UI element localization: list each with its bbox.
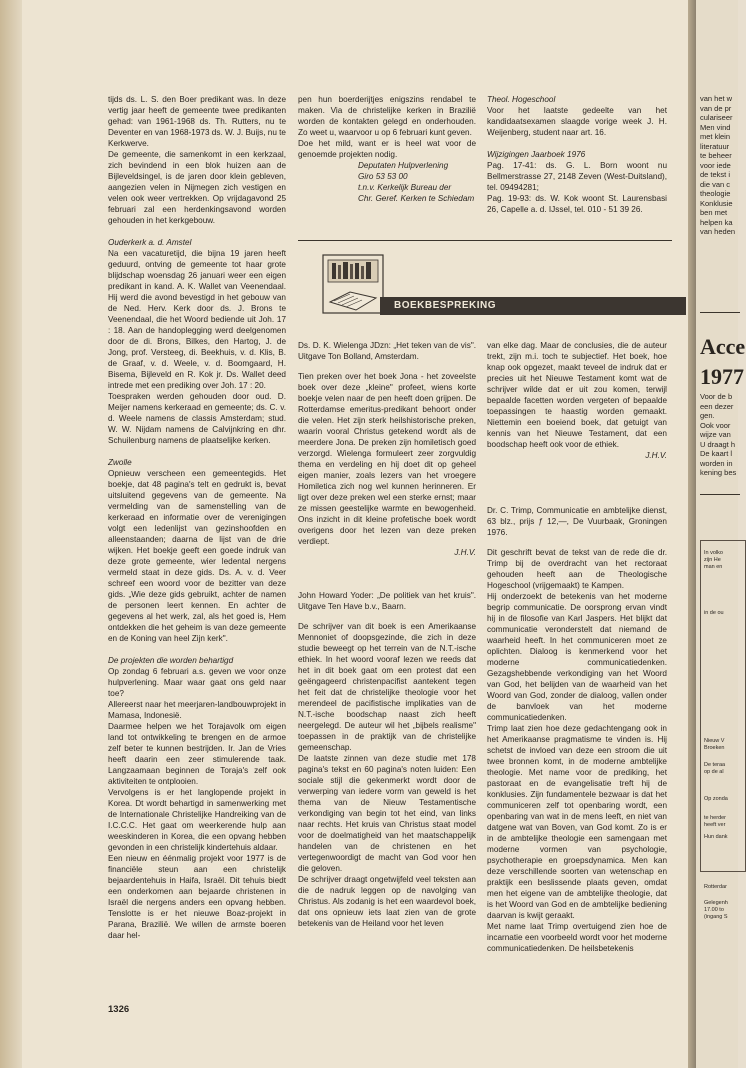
next-page-line: culariseer — [700, 113, 733, 122]
next-page-box-line: in de ou — [704, 610, 724, 616]
next-page-title-line: Acce — [700, 334, 746, 359]
next-page-line: literatuur — [700, 141, 730, 151]
next-page-box-line: Op zonda — [704, 796, 728, 802]
review-yoder-head: John Howard Yoder: „De politiek van het kruis". Uitgave Ten Have b.v., Baarn. — [298, 591, 476, 611]
review-yoder-paragraph-1: De schrijver van dit boek is een Amerikaanse Mennoniet of doopsgezinde, die zich in deze studie beweegt op het terrein van de N.T.-ische ethiek. In het woord vooraf lezen we reeds dat het in dit boek gaat om een protest dat een geëngageerd christenpacifist aantekent tegen het feit dat de christelijke theologie voor het merendeel de pacifistische implikaties van de N.T.-ische boodschap naast zich heeft neergelegd. De auteur wil het „bijbels realisme" toepassen in de praktijk van de christelijke gemeenschap. — [298, 622, 476, 752]
next-page-line: van heden — [700, 227, 736, 236]
next-page-box-line: te herder — [704, 815, 727, 821]
next-page-line: wijze van — [700, 430, 731, 439]
next-page-box-line: Nieuw V — [704, 738, 725, 744]
next-page-line: te beheer — [700, 151, 732, 160]
next-page-line: Konklusie — [700, 198, 733, 208]
theol-heading: Theol. Hogeschool — [487, 95, 556, 104]
page-fold — [688, 0, 696, 1068]
next-page-line: met klein — [700, 132, 731, 141]
next-page-line: van de pr — [700, 103, 732, 113]
next-page-line: U draagt h — [700, 439, 736, 449]
next-page-line: kening bes — [700, 468, 737, 477]
next-page-box-line: Gelegenh — [704, 900, 728, 906]
hulpverlening-paragraph-2: Doe het mild, want er is heel wat voor de genoemde projekten nodig. — [298, 139, 476, 159]
next-page-line: Voor de b — [700, 392, 733, 401]
next-page-divider — [700, 494, 740, 495]
next-page-box-line: Broeken — [704, 745, 725, 751]
review-trimp-paragraph-1: Dit geschrift bevat de tekst van de rede die dr. Trimp bij de overdracht van het rectoraat gehouden heeft aan de Theologische Hogeschool (vrijgemaakt) te Kampen. — [487, 548, 667, 590]
left-column — [108, 94, 286, 941]
next-page-divider — [700, 312, 740, 313]
review-wielenga-head: Ds. D. K. Wielenga JDzn: „Het teken van de vis". Uitgave Ton Bolland, Amsterdam. — [298, 341, 476, 361]
review-wielenga — [298, 340, 476, 558]
next-page-box-line: zijn He — [704, 557, 721, 563]
next-page-line: Men vind — [700, 122, 731, 132]
credit-line-2: Giro 53 53 00 — [358, 172, 408, 181]
next-page-line: voor iede — [700, 160, 731, 170]
ouderkerk-heading: Ouderkerk a. d. Amstel — [108, 238, 192, 247]
next-page-box-line: op de al — [704, 769, 724, 775]
next-page-line: die van c — [700, 179, 731, 189]
projekten-paragraph-5: Een nieuw en éénmalig projekt voor 1977 is de financiële steun aan een christelijk bejaardentehuis in Haifa, Israël. Dit tehuis biedt een onderkomen aan bejaarde christenen in Israël die nergens anders een opvang hebben. Tenslotte is er het nieuwe Boaz-projekt in Parana, Brazilië. We willen de armste boeren daar hel- — [108, 854, 286, 940]
review-trimp — [487, 505, 667, 954]
section-banner: BOEKBESPREKING — [380, 297, 686, 315]
review-yoder-paragraph-2: De laatste zinnen van deze studie met 178 pagina's tekst en 60 pagina's noten luiden: Een sociale stijl die gekenmerkt wordt door de verwerping van iedere vorm van geweld is het thema van de Nieuw Testamentische verkondiging van begin tot het eind, van links naar rechts. Het kruis van Christus staat model voor de doelmatigheid van het maatschappelijk handelen van de christenen en het vertegenwoordigt de macht van God voor hen die geloven. — [298, 754, 476, 873]
next-page-box-line: In volko — [704, 550, 723, 556]
review-trimp-paragraph-3: Trimp laat zien hoe deze gedachtengang ook in het Amerikaanse pragmatisme te vinden is. Hij schetst de invloed van deze een stroom die uit twee bronnen komt, in de moderne ambtelijke theologie. Met name voor de prediking, het pastoraat en de evangelisatie treft hij de konklusies. Zijn fundamentele bezwaar is dat het communiceren zelf tot openbaring wordt, een openbaring van wat in de mens leeft, en niet van datgene wat van Boven, van God komt. Zo is er in de ambtelijke theologie een samengaan met moderne vormen van psychologie, psychotherapie en groepsdynamica. Men kan deze verschillende soorten van wetenschap en praktijk een beslissende plaats geven, omdat men het eigene van de ambtelijke theologie, dat is het Woord van God en de ambtelijke bediening daarvan is kwijt geraakt. — [487, 724, 667, 920]
theol-paragraph: Voor het laatste gedeelte van het kandidaatsexamen slaagde vorige week J. H. Weijenberg, student naar art. 16. — [487, 106, 667, 137]
section-divider — [298, 240, 672, 241]
jaarboek-heading: Wijzigingen Jaarboek 1976 — [487, 150, 586, 159]
review-trimp-paragraph-2: Hij onderzoekt de betekenis van het moderne begrip communicatie. De oorsprong ervan vindt hij in de filosofie van Karl Jaspers. Het blijkt dat communicatie veronderstelt dat niemand de waarheid heeft. In het communiceren moet ze oplichten. Dialoog is kenmerkend voor het moderne communicatiedenken. Gezagshebbende verkondiging van het Woord van God, het belijden van de waarheid van het Woord van God, zonder de dialoog, vallen onder de banvloek van het moderne communicatiedenken. — [487, 592, 667, 722]
hulpverlening-paragraph-1: pen hun boerderijtjes enigszins rendabel te maken. Via de christelijke kerken in Brazilië worden de kontakten gelegd en onderhouden. Zo weet u, waarvoor u op 6 februari kunt geven. — [298, 95, 476, 137]
intro-paragraph-1: tijds ds. L. S. den Boer predikant was. In deze vertig jaar heeft de gemeente twee predikanten gehad: van 1961-1968 ds. Th. Rutters, nu te Deventer en van 1968-1973 ds. W. J. Buijs, nu te Kerkwerve. — [108, 95, 286, 148]
next-page-title — [700, 332, 745, 392]
jaarboek-line-1: Pag. 17-41: ds. G. L. Born woont nu Bellmerstrasse 27, 2148 Zeven (West-Duitsland), tel. 09494281; — [487, 161, 667, 192]
next-page-line: Ook voor — [700, 420, 731, 430]
next-page-mid-text — [700, 392, 736, 478]
next-page-line: de tekst i — [700, 170, 731, 179]
next-page-line: ben met — [700, 208, 728, 217]
page-number: 1326 — [108, 1004, 130, 1015]
ouderkerk-paragraph-1: Na een vacaturetijd, die bijna 19 jaren heeft geduurd, ontving de gemeente tot haar grote blijdschap woensdag 26 januari weer een eigen predikant in kand. A. K. Wallet van Veenendaal. Hij werd die avond bevestigd in het gebouw van de Ned. Herv. Kerk door ds. J. Brons te Veenendaal, die het Woord bediende uit Joh. 17 : 18. Aan de handoplegging werd deelgenomen door de di. Brons, Bilkes, den Hartog, J. de Jong, prof. Versteeg, di. Beekhuis, v. d. Klis, B. de Graaf, v. d. Weele, v. d. Boomgaard, H. Bisema, Bijleveld en R. Kok jr. Ds. Wallet deed intrede met een prediking over Joh. 17 : 20. — [108, 249, 286, 390]
review-yoder-continued — [487, 340, 667, 461]
next-page-line: gen. — [700, 411, 715, 420]
credit-line-4: Chr. Geref. Kerken te Schiedam — [358, 194, 475, 203]
binding-gutter — [0, 0, 22, 1068]
next-page-line: van het w — [700, 94, 733, 103]
next-page-box-line: heeft ver — [704, 822, 726, 828]
projekten-paragraph-3: Daarmee helpen we het Torajavolk om eigen land tot ontwikkeling te brengen en de armoe zelf beter te kunnen bestrijden. Ir. Jan de Vries heeft daarin een zeer stimulerende taak. Langzaamaan beginnen de Toraja's zelf ook aktiviteiten te ontplooien. — [108, 722, 286, 786]
review-trimp-head: Dr. C. Trimp, Communicatie en ambtelijke dienst, 63 blz., prijs ƒ 12,—, De Vuurbaak, Groningen 1976. — [487, 506, 667, 537]
next-page-line: een dezer — [700, 401, 734, 411]
next-page-line: theologie — [700, 189, 731, 198]
projekten-paragraph-1: Op zondag 6 februari a.s. geven we voor onze hulpverlening. Maar waar gaat ons geld naar toe? — [108, 667, 286, 698]
next-page-title-line: 1977 — [700, 364, 744, 389]
next-page-box-line: man en — [704, 564, 723, 570]
review-yoder-paragraph-3: De schrijver draagt ongetwijfeld veel teksten aan die de nadruk leggen op de navolging van Christus. Als zodanig is het een waardevol boek, dat ons opnieuw iets laat zien van de grote betekenis van de Heiland voor het leven — [298, 875, 476, 928]
book-review-logo — [322, 254, 384, 314]
review-yoder-signature: J.H.V. — [645, 451, 667, 460]
next-page-box-line: De teraa — [704, 762, 726, 768]
intro-paragraph-2: De gemeente, die samenkomt in een kerkzaal, zich bevindend in een blok huizen aan de Bijleveldsingel, is de jaren door klein gebleven, aangezien velen in Nijmegen zich vestigen en velen ook weer vertrekken. Op vrijdagavond 25 februari zal een herdenkingsavond worden gehouden in het kerkgebouw. — [108, 150, 286, 225]
projekten-paragraph-2: Allereerst naar het meerjaren-landbouwprojekt in Mamasa, Indonesië. — [108, 700, 286, 720]
credit-line-3: t.n.v. Kerkelijk Bureau der — [358, 183, 452, 192]
next-page-box-line: 17.00 to — [704, 907, 724, 913]
projekten-heading: De projekten die worden behartigd — [108, 656, 234, 665]
next-page-line: helpen ka — [700, 217, 733, 227]
projekten-paragraph-4: Vervolgens is er het langlopende projekt in Korea. Dt wordt behartigd in samenwerking met de Internationale Christelijke Handreiking van de I.C.C.C. Het gaat om weerkerende hulp aan weeskinderen in Korea, die een opvang hebben gevonden in een christelijk kindertehuis aldaar. — [108, 788, 286, 852]
next-page-line: worden in — [700, 458, 733, 468]
next-page-line: De kaart l — [700, 449, 733, 458]
review-yoder — [298, 590, 476, 929]
review-wielenga-text: Tien preken over het boek Jona - het zoveelste boek over deze „kleine" profeet, wiens korte boekje velen naar de pen heeft doen grijpen. De Rotterdamse emeritus-predikant behoort onder die velen. Het zijn sterk heilshistorische preken, waarin vooral Christus getekend wordt als de meerdere Jona. De preken zijn homiletisch goed verzorgd. Wielenga formuleert zeer zorgvuldig thema en verdeling en hij doet dit op geheel eigen manier, zoals lezers van het vroegere Homiletica zich nog wel kunnen herinneren. Er ligt over deze preken wel een sterke ernst; maar ze missen geestelijke warmte en bewogenheid. Ons inzicht in dit kleine profetische boek wordt overigens door het lezen van deze preken verdiept. — [298, 372, 476, 546]
middle-column-top — [298, 94, 476, 204]
jaarboek-line-2: Pag. 19-93: ds. W. Kok woont St. Laurensbasi 26, Capelle a. d. IJssel, tel. 010 - 51 39 26. — [487, 194, 667, 214]
next-page-box-line: (ingang S — [704, 914, 728, 920]
right-column-top — [487, 94, 667, 215]
zwolle-paragraph: Opnieuw verscheen een gemeentegids. Het boekje, dat 48 pagina's telt en gedrukt is, bevat uitsluitend gegevens van de gemeente. Na vermelding van de samenstelling van de kerkeraad en informatie over de verenigingen volgt een ledenlijst van gezinshoofden en alleenstaanden; daarna de lijst van de drie wijken. Het boekje geeft een goede indruk van deze grote gemeente, wier ledental nergens vermeld staat in deze gids. Ds. A. v. d. Veer schreef een woord voor de bezitter van deze gids. „Wie deze gids gebruikt, achter de namen de personen leert kennen. En achter de gegevens al het werk, zal, als het goed is, Hem ontdekken die het geheim is van deze gemeente en de Koning van heel Zijn kerk". — [108, 469, 286, 643]
next-page-edge — [696, 0, 746, 1068]
next-page-top-text — [700, 94, 735, 237]
next-page-box-line: Hun dank — [704, 834, 728, 840]
review-yoder-conclusion: van elke dag. Maar de conclusies, die de auteur trekt, zijn m.i. toch te subjectief. Het boek, hoe knap ook opgezet, maakt teveel de indruk dat er precies uit het Nieuwe Testament komt wat de schrijver wilde dat er uit zou komen, terwijl bepaalde facetten worden vergeten of bepaalde toepassingen te haastig worden gemaakt. Niettemin een boeiend boek, dat getuigt van kennis van het Nieuwe Testament, dat een boodschap heeft ook voor de ethiek. — [487, 341, 667, 449]
credit-line-1: Deputaten Hulpverlening — [358, 161, 449, 170]
ouderkerk-paragraph-2: Toespraken werden gehouden door oud. D. Meijer namens kerkeraad en gemeente; ds. C. v. d. Weele namens de classis Amsterdam; stud. W. W. Nijdam namens de Calvijnkring en dhr. Schuilenburg namens de plaatselijke kerken. — [108, 392, 286, 445]
zwolle-heading: Zwolle — [108, 458, 132, 467]
next-page-box-line: Rotterdar — [704, 884, 727, 890]
review-wielenga-signature: J.H.V. — [454, 548, 476, 557]
review-trimp-paragraph-4: Met name laat Trimp overtuigend zien hoe de incarnatie een voorbeeld wordt voor het moderne communicatiedenken. De heilsbetekenis — [487, 922, 667, 953]
